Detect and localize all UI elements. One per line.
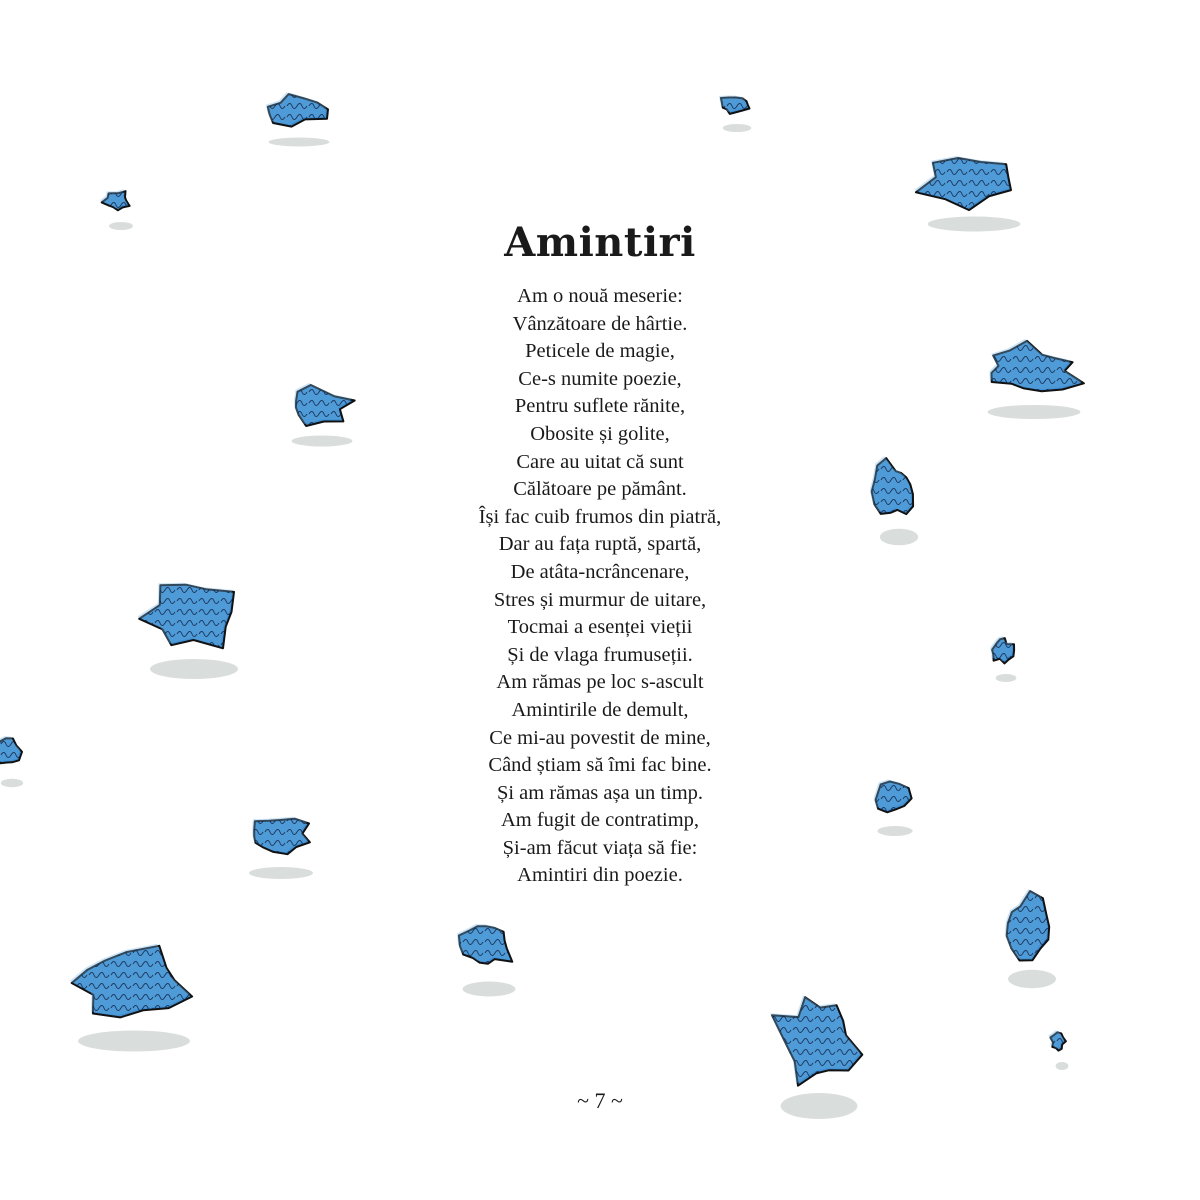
poem-line: Pentru suflete rănite, [514, 395, 686, 418]
scrap-shadow [1056, 1062, 1069, 1070]
scrap-shadow [78, 1031, 190, 1052]
page-number: ~ 7 ~ [577, 1088, 623, 1113]
poem-body [360, 283, 840, 890]
poem-line: Dar au fața ruptă, spartă, [498, 533, 702, 556]
torn-paper-scrap-icon [292, 383, 355, 447]
scrap-shadow [249, 867, 313, 879]
torn-paper-scrap-icon [0, 736, 23, 787]
scrap-shadow [723, 124, 752, 132]
poem-line: Și am rămas așa un timp. [496, 781, 704, 804]
scrap-shadow [150, 659, 238, 679]
scrap-handwriting [0, 738, 22, 763]
torn-paper-scrap-icon [988, 339, 1084, 419]
scrap-shadow [463, 982, 516, 997]
scrap-handwriting [1007, 891, 1049, 960]
poem-line: Ce mi-au povestit de mine, [489, 726, 711, 749]
torn-paper-scrap-icon [137, 583, 238, 679]
poem-line: Și-am făcut viața să fie: [502, 836, 698, 859]
scrap-shadow [269, 138, 330, 147]
poem-line: Vânzătoare de hârtie. [512, 312, 688, 335]
scrap-handwriting [268, 94, 328, 127]
scrap-shadow [996, 674, 1017, 682]
torn-paper-scrap-icon [1005, 889, 1056, 988]
scrap-handwriting [254, 819, 310, 855]
scrap-shadow [880, 529, 918, 546]
poem-line: Își fac cuib frumos din piatră, [478, 505, 722, 528]
poem-line: Care au uitat că sunt [516, 450, 684, 473]
torn-paper-scrap-icon [70, 944, 192, 1052]
scrap-shadow [877, 826, 912, 836]
scrap-shadow [1, 779, 23, 788]
poem-line: Amintiri din poezie. [517, 864, 683, 887]
poem-title: Amintiri [504, 218, 696, 266]
poem-line: Călătoare pe pământ. [513, 478, 687, 501]
torn-paper-scrap-icon [870, 456, 919, 545]
scrap-handwriting [772, 997, 862, 1085]
torn-paper-scrap-icon [266, 92, 330, 146]
poem-line: Obosite și golite, [530, 422, 670, 445]
scrap-shadow [988, 405, 1081, 419]
scrap-handwriting [139, 585, 234, 649]
torn-paper-scrap-icon [990, 636, 1016, 682]
poem-line: De atâta-ncrâncenare, [510, 560, 690, 583]
poem-line: Când știam să îmi fac bine. [488, 754, 712, 777]
torn-paper-scrap-icon [457, 924, 516, 996]
poem-line: Am fugit de contratimp, [500, 809, 700, 832]
poem-line: Am rămas pe loc s-ascult [496, 671, 704, 694]
poem-line: Tocmai a esenței vieții [507, 616, 693, 639]
scrap-handwriting [916, 158, 1011, 210]
scrap-shadow [292, 436, 353, 447]
torn-paper-scrap-icon [1048, 1030, 1068, 1070]
poem-line: Stres și murmur de uitare, [493, 588, 707, 611]
poem-line: Și de vlaga frumuseții. [507, 643, 693, 666]
poem-line: Ce-s numite poezie, [518, 367, 682, 390]
torn-paper-scrap-icon [249, 817, 313, 879]
scrap-shadow [1008, 970, 1056, 989]
torn-paper-scrap-icon [874, 780, 913, 837]
scrap-handwriting [72, 946, 192, 1018]
poem-line: Peticele de magie, [525, 340, 675, 363]
poem-line: Am o nouă meserie: [517, 285, 683, 307]
poem-line: Amintirile de demult, [511, 698, 689, 721]
torn-paper-scrap-icon [719, 96, 751, 133]
